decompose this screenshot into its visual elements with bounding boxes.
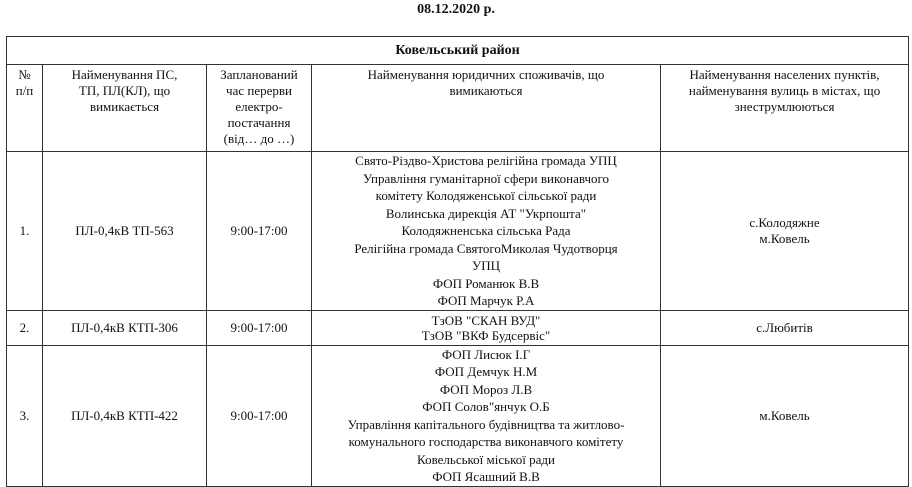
header-num-line: №	[18, 67, 31, 82]
header-time-line: час перерви	[226, 83, 292, 98]
settlement-line: с.Колодяжне	[749, 214, 820, 230]
consumer-line: Свято-Різдво-Христова релігійна громада УПЦ	[355, 153, 617, 168]
row-num: 1.	[7, 152, 43, 311]
consumer-line: Ковельської міської ради	[417, 451, 555, 467]
row-settlements	[661, 345, 909, 486]
row-time: 9:00-17:00	[207, 345, 312, 486]
header-station	[43, 65, 207, 152]
header-consumers	[312, 65, 661, 152]
header-num	[7, 65, 43, 152]
row-time: 9:00-17:00	[207, 152, 312, 311]
consumer-line: ФОП Ясашний В.В	[432, 469, 540, 484]
consumer-line: Волинська дирекція АТ "Укрпошта"	[385, 205, 587, 221]
consumer-line: ТзОВ "ВКФ Будсервіс"	[421, 327, 551, 343]
row-time: 9:00-17:00	[207, 310, 312, 345]
consumer-line: Управління гуманітарної сфери виконавчого	[362, 170, 610, 186]
row-consumers	[312, 152, 661, 311]
header-time-line: Запланований	[220, 67, 298, 82]
header-time-line: (від… до …)	[223, 131, 295, 146]
consumer-line: ФОП Демчук Н.М	[434, 364, 538, 379]
consumer-line: ФОП Солов"янчук О.Б	[422, 399, 550, 414]
district-title: Ковельський район	[7, 37, 909, 65]
table-row	[7, 345, 909, 486]
header-settlements-line: найменування вулиць в містах, що	[688, 83, 881, 98]
header-row	[7, 65, 909, 152]
settlement-line: с.Любитів	[756, 319, 813, 335]
document-date: 08.12.2020 р.	[417, 2, 495, 17]
header-station-line: ТП, ПЛ(КЛ), що	[78, 83, 171, 98]
settlement-line: м.Ковель	[759, 230, 810, 246]
row-station: ПЛ-0,4кВ ТП-563	[43, 152, 207, 311]
header-time-line: постачання	[227, 115, 291, 130]
consumer-line: ФОП Марчук Р.А	[437, 293, 535, 308]
row-num: 3.	[7, 345, 43, 486]
consumer-line: УПЦ	[472, 258, 500, 273]
header-settlements	[661, 65, 909, 152]
settlement-line: м.Ковель	[759, 407, 810, 423]
row-consumers	[312, 310, 661, 345]
consumer-line: ТзОВ "СКАН ВУД"	[431, 312, 541, 328]
header-time-line: електро-	[235, 99, 283, 114]
consumer-line: ФОП Лисюк І.Г	[441, 346, 531, 362]
district-row	[7, 37, 909, 65]
row-consumers	[312, 345, 661, 486]
table-row	[7, 310, 909, 345]
row-settlements	[661, 310, 909, 345]
consumer-line: Управління капітального будівництва та житлово-	[347, 416, 625, 432]
consumer-line: Колодяжненська сільська Рада	[401, 223, 571, 238]
header-time	[207, 65, 312, 152]
consumer-line: Релігійна громада СвятогоМиколая Чудотворця	[354, 240, 618, 256]
header-station-line: Найменування ПС,	[71, 67, 178, 82]
header-station-line: вимикається	[89, 99, 160, 114]
table-row	[7, 152, 909, 311]
consumer-line: комітету Колодяженської сільської ради	[375, 188, 597, 203]
header-consumers-line: вимикаються	[449, 83, 523, 98]
row-num: 2.	[7, 310, 43, 345]
row-station: ПЛ-0,4кВ КТП-422	[43, 345, 207, 486]
consumer-line: комунального господарства виконавчого комітету	[348, 434, 624, 449]
row-settlements	[661, 152, 909, 311]
header-settlements-line: Найменування населених пунктів,	[689, 67, 880, 82]
consumer-line: ФОП Романюк В.В	[432, 275, 540, 291]
header-consumers-line: Найменування юридичних споживачів, що	[367, 67, 605, 82]
header-settlements-line: знеструмлюються	[734, 99, 835, 114]
header-num-line: п/п	[15, 83, 34, 98]
consumer-line: ФОП Мороз Л.В	[439, 381, 533, 397]
outage-table	[6, 36, 909, 487]
row-station: ПЛ-0,4кВ КТП-306	[43, 310, 207, 345]
